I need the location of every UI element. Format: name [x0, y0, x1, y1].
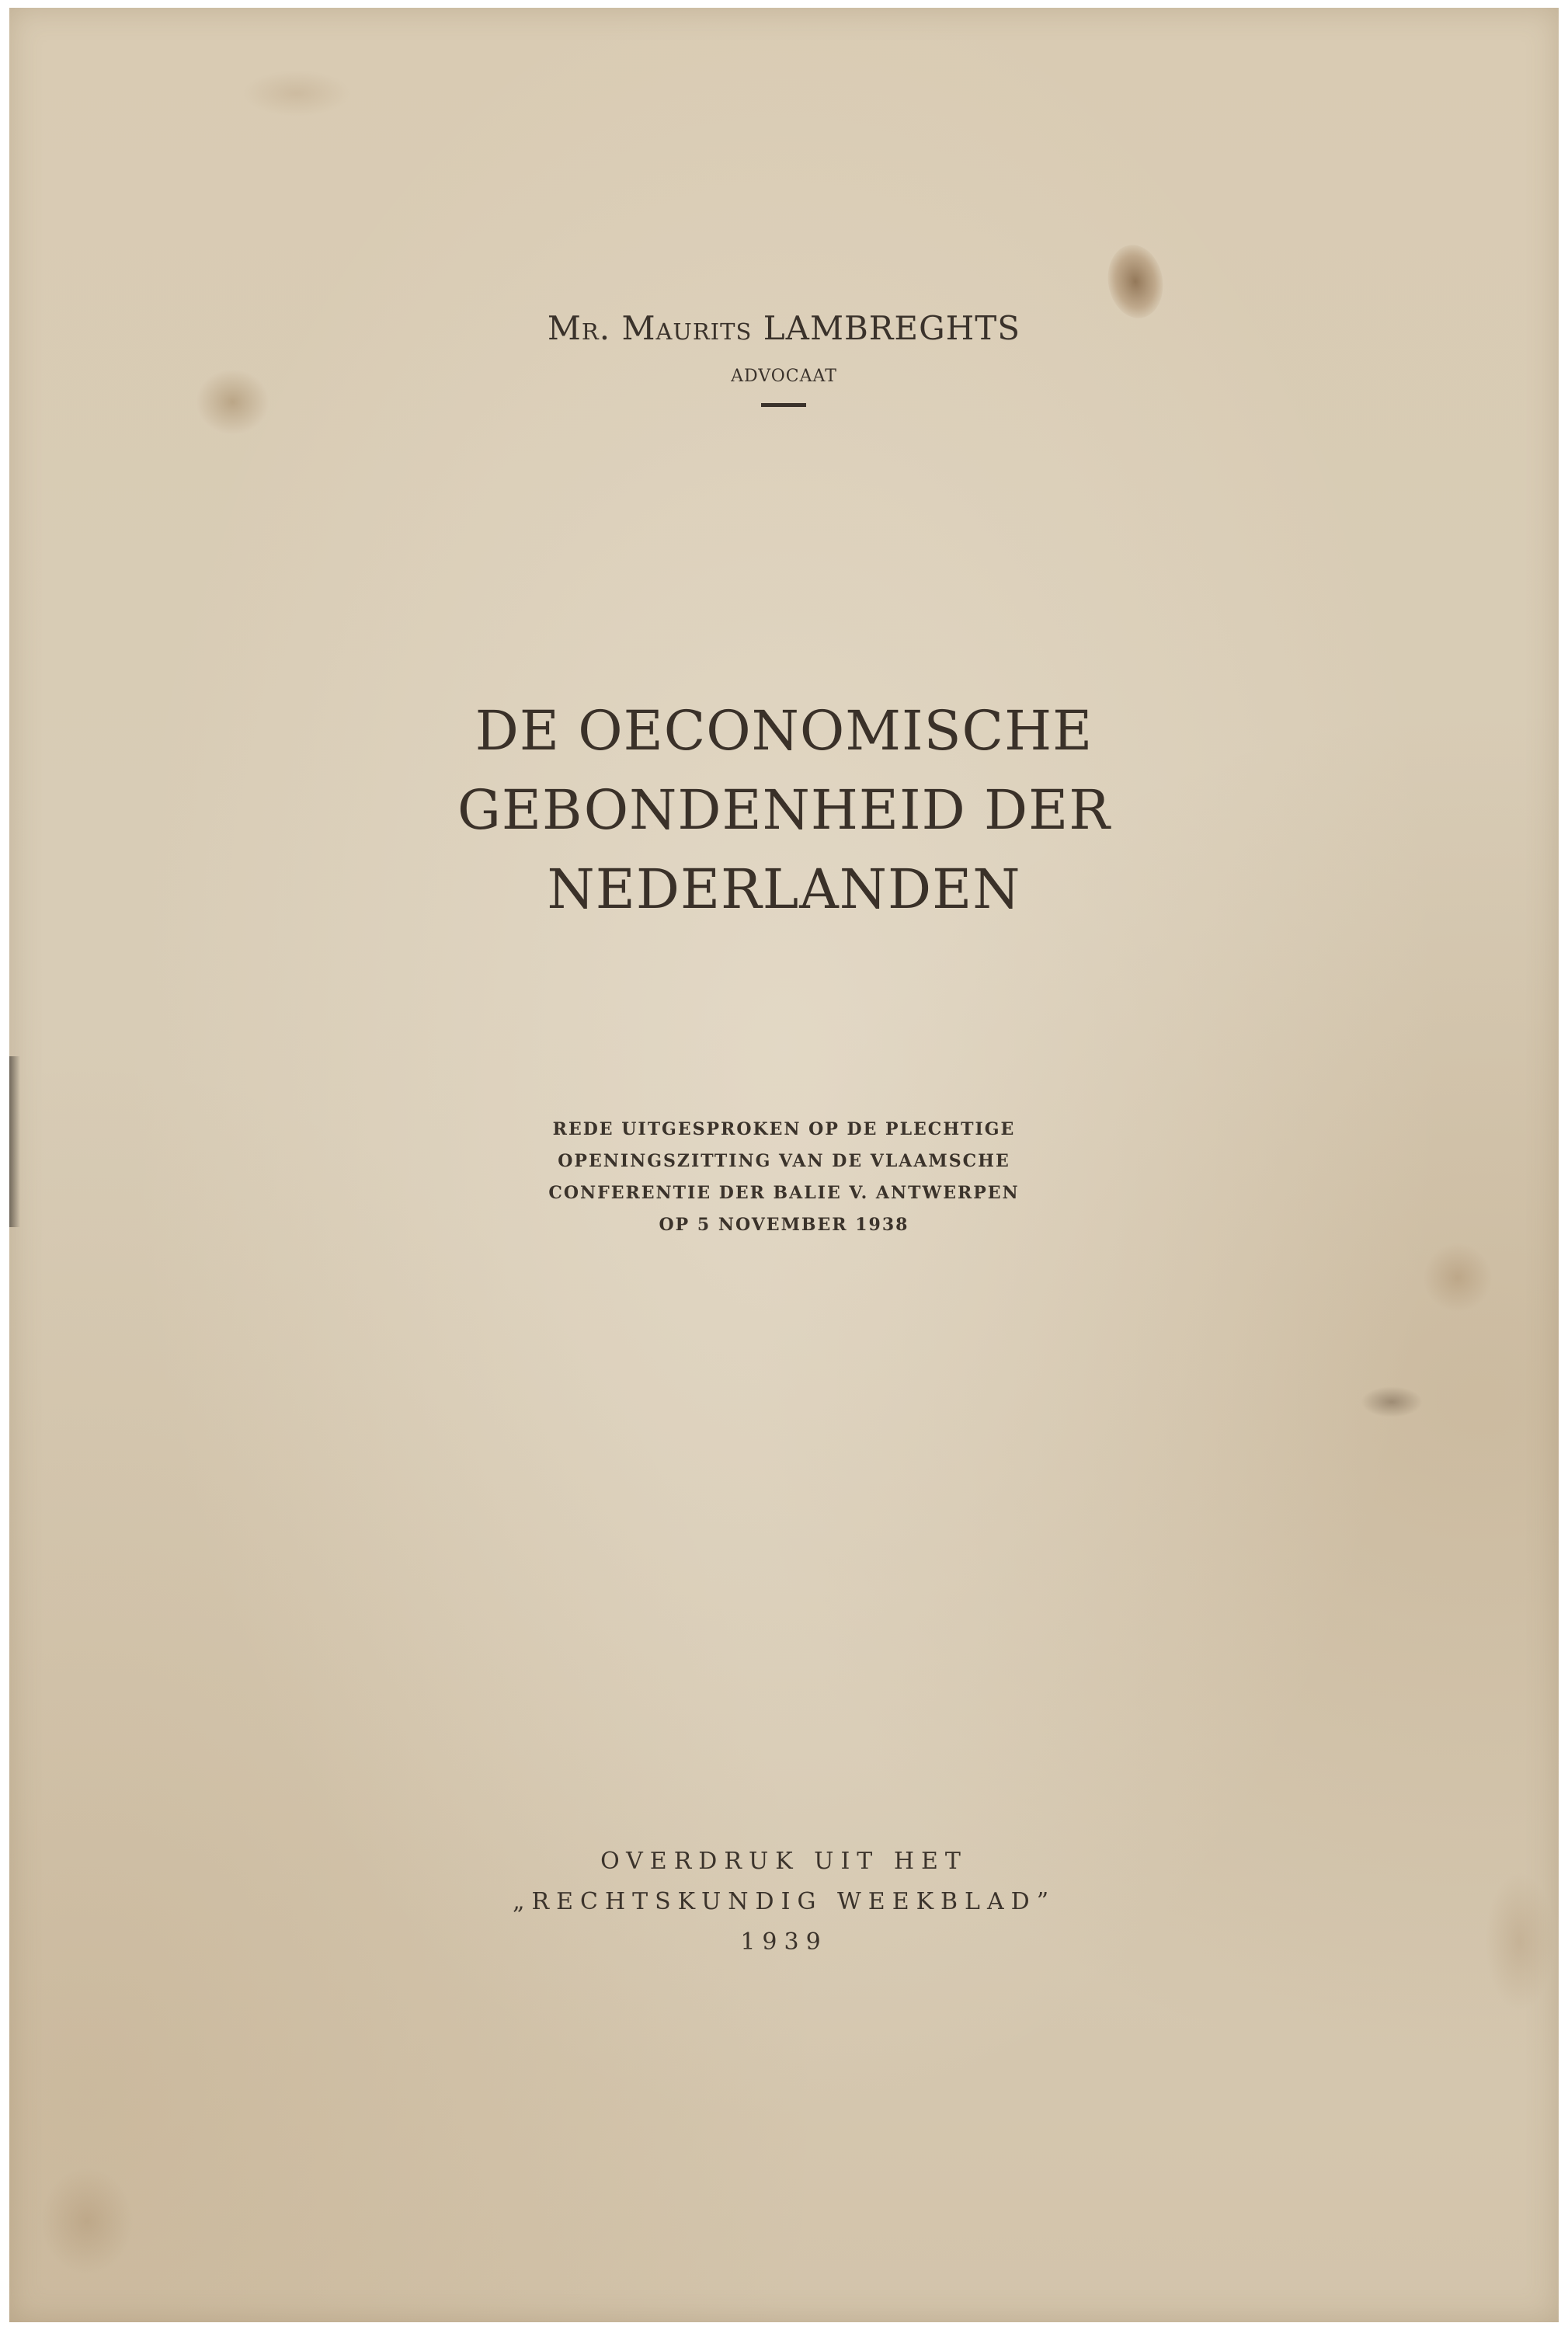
author-surname: LAMBREGHTS — [763, 309, 1021, 347]
author-name — [9, 309, 1559, 347]
speech-line: OP 5 NOVEMBER 1938 — [659, 1215, 909, 1235]
imprint-line: OVERDRUK UIT HET — [600, 1848, 968, 1875]
speech-description — [9, 1114, 1559, 1241]
book-title — [9, 691, 1559, 929]
speech-line: OPENINGSZITTING VAN DE VLAAMSCHE — [558, 1151, 1010, 1171]
stain — [40, 2167, 134, 2276]
stain — [1361, 1386, 1423, 1417]
title-line: DE OECONOMISCHE — [475, 699, 1093, 763]
title-line: GEBONDENHEID DER — [457, 778, 1111, 842]
stain — [1423, 1243, 1493, 1313]
author-role: ADVOCAAT — [731, 367, 837, 386]
speech-line: CONFERENTIE DER BALIE V. ANTWERPEN — [548, 1183, 1020, 1203]
stain — [242, 70, 351, 116]
imprint — [9, 1841, 1559, 1963]
speech-line: REDE UITGESPROKEN OP DE PLECHTIGE — [552, 1119, 1016, 1139]
author-prefix: Mr. Maurits — [547, 309, 753, 347]
book-cover — [9, 8, 1559, 2322]
imprint-line: „RECHTSKUNDIG WEEKBLAD” — [512, 1888, 1056, 1915]
divider — [761, 403, 806, 407]
imprint-year: 1939 — [740, 1928, 828, 1956]
title-line: NEDERLANDEN — [547, 857, 1021, 921]
